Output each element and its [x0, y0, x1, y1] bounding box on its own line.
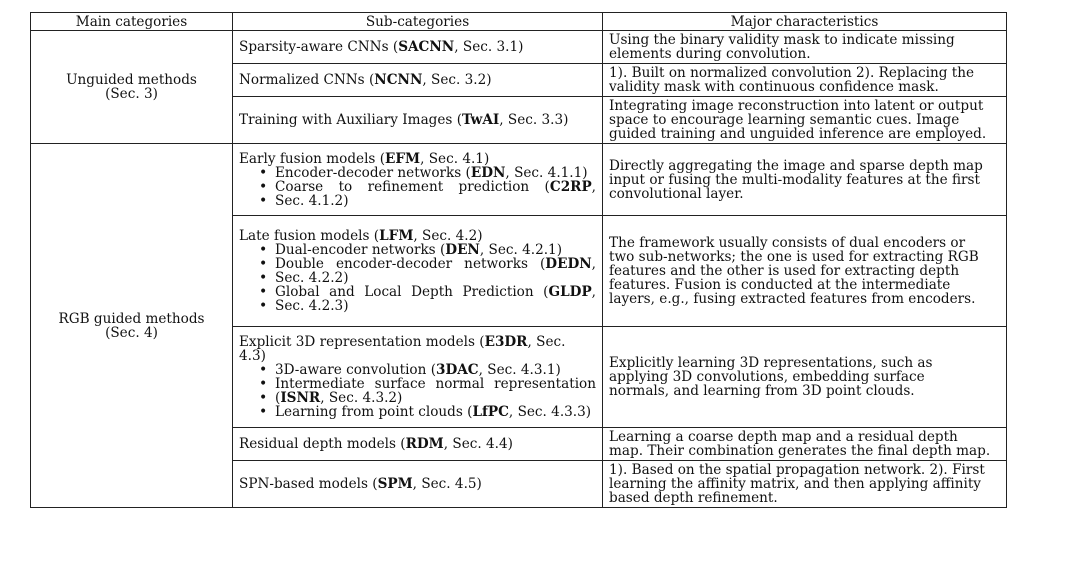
main-category-rgb-guided: [31, 144, 233, 508]
sub-category-ncnn: [233, 64, 603, 97]
characteristics-efm: [603, 144, 1007, 216]
item-section: , Sec. 4.3.2): [320, 390, 403, 406]
characteristics-spm: [603, 461, 1007, 508]
header-row: [31, 13, 1007, 31]
categories-table: [30, 12, 1007, 508]
list-item: [253, 180, 596, 194]
list-item-continued: [253, 299, 596, 313]
ncnn-abbr: NCNN: [374, 72, 423, 88]
list-item: [253, 285, 596, 299]
table-row-sacnn: [31, 31, 1007, 64]
sub-category-lfm: [233, 216, 603, 327]
item-text: Double encoder-decoder networks (: [275, 256, 546, 272]
table-row-efm: [31, 144, 1007, 216]
item-continuation: (: [275, 390, 281, 406]
list-item: [253, 363, 596, 377]
list-item-continued: [253, 194, 596, 208]
characteristics-ncnn: [603, 64, 1007, 97]
item-abbr: LfPC: [472, 404, 509, 420]
item-text: Coarse to refinement prediction (: [275, 178, 550, 195]
sacnn-abbr: SACNN: [398, 39, 455, 55]
rdm-text: Residual depth models (: [239, 436, 406, 452]
char-line: Learning a coarse depth map and a residual depth: [609, 429, 958, 445]
char-line: normals, and learning from 3D point clouds.: [609, 383, 915, 399]
efm-list: [239, 166, 596, 208]
item-continuation: Sec. 4.2.3): [275, 298, 349, 314]
ncnn-text: Normalized CNNs (: [239, 72, 375, 88]
char-line: features and the other is used for extracting depth: [609, 263, 960, 279]
char-line: validity mask with continuous confidence mask.: [609, 79, 939, 95]
char-line: layers, e.g., fusing extracted features from encoders.: [609, 291, 976, 307]
item-abbr: GLDP: [548, 284, 592, 300]
item-text: Learning from point clouds (: [275, 404, 473, 420]
char-line: The framework usually consists of dual encoders or: [609, 235, 966, 251]
spm-section: , Sec. 4.5): [412, 476, 482, 492]
char-line: Explicitly learning 3D representations, such as: [609, 355, 933, 371]
efm-section: , Sec. 4.1): [420, 150, 490, 167]
e3dr-abbr: E3DR: [484, 334, 528, 350]
list-item: [253, 405, 596, 419]
char-line: elements during convolution.: [609, 46, 811, 62]
char-line: two sub-networks; the one is used for extracting RGB: [609, 249, 979, 265]
item-section: ,: [591, 284, 596, 300]
char-line: Integrating image reconstruction into latent or output: [609, 98, 984, 114]
efm-text: Early fusion models (: [239, 150, 386, 167]
ncnn-section: , Sec. 3.2): [422, 72, 492, 88]
twai-section: , Sec. 3.3): [499, 112, 569, 128]
twai-text: Training with Auxiliary Images (: [239, 112, 463, 128]
list-item: [253, 243, 596, 257]
main-category-unguided: [31, 31, 233, 144]
e3dr-list: [239, 363, 596, 419]
characteristics-rdm: [603, 428, 1007, 461]
list-item: [253, 377, 596, 391]
sub-category-spm: [233, 461, 603, 508]
item-text: 3D-aware convolution (: [275, 362, 436, 378]
e3dr-section: , Sec. 4.3): [239, 334, 566, 364]
char-line: based depth refinement.: [609, 490, 778, 506]
char-line: features. Fusion is conducted at the intermediate: [609, 277, 951, 293]
characteristics-twai: [603, 97, 1007, 144]
spm-abbr: SPM: [377, 476, 413, 492]
list-item: [253, 257, 596, 271]
rdm-section: , Sec. 4.4): [443, 436, 513, 452]
item-section: , Sec. 4.2.1): [479, 242, 563, 258]
item-text: Dual-encoder networks (: [275, 242, 446, 258]
char-line: Using the binary validity mask to indicate missing: [609, 32, 955, 48]
list-item-continued: [253, 271, 596, 285]
item-section: , Sec. 4.3.1): [478, 362, 561, 378]
unguided-section: (Sec. 3): [105, 86, 158, 102]
characteristics-lfm: [603, 216, 1007, 327]
item-section: , Sec. 4.3.3): [508, 404, 592, 420]
item-abbr: DEN: [445, 242, 480, 258]
item-abbr: C2RP: [549, 178, 592, 195]
e3dr-heading: [239, 335, 596, 363]
sub-category-efm: [233, 144, 603, 216]
item-continuation: Sec. 4.2.2): [275, 270, 349, 286]
sub-category-rdm: [233, 428, 603, 461]
char-line: map. Their combination generates the final depth map.: [609, 443, 991, 459]
item-abbr: EDN: [470, 164, 506, 181]
sub-category-twai: [233, 97, 603, 144]
e3dr-text: Explicit 3D representation models (: [239, 334, 485, 350]
item-text: Intermediate surface normal representation: [275, 376, 596, 392]
list-item-continued: [253, 391, 596, 405]
char-line: input or fusing the multi-modality features at the first: [609, 171, 980, 188]
characteristics-sacnn: [603, 31, 1007, 64]
rgb-section: (Sec. 4): [105, 324, 158, 341]
item-abbr: 3DAC: [436, 362, 479, 378]
list-item: [253, 166, 596, 180]
sacnn-text: Sparsity-aware CNNs (: [239, 39, 399, 55]
rdm-abbr: RDM: [405, 436, 444, 452]
item-text: Encoder-decoder networks (: [275, 164, 471, 181]
sub-category-e3dr: [233, 327, 603, 428]
unguided-title: Unguided methods: [66, 72, 197, 88]
item-section: , Sec. 4.1.1): [505, 164, 588, 181]
char-line: guided training and unguided inference are employed.: [609, 126, 987, 142]
header-sub-categories: Sub-categories: [233, 13, 603, 31]
item-text: Global and Local Depth Prediction (: [275, 284, 549, 300]
lfm-section: , Sec. 4.2): [413, 228, 483, 244]
lfm-abbr: LFM: [379, 228, 414, 244]
characteristics-e3dr: [603, 327, 1007, 428]
sub-category-sacnn: [233, 31, 603, 64]
lfm-list: [239, 243, 596, 313]
twai-abbr: TwAI: [462, 112, 500, 128]
char-line: applying 3D convolutions, embedding surface: [609, 369, 925, 385]
efm-heading: [239, 152, 596, 166]
item-abbr: DEDN: [545, 256, 592, 272]
header-main-categories: Main categories: [31, 13, 233, 31]
rgb-title: RGB guided methods: [58, 310, 205, 327]
char-line: 1). Built on normalized convolution 2). Replacing the: [609, 65, 975, 81]
char-line: space to encourage learning semantic cues. Image: [609, 112, 960, 128]
item-section: ,: [591, 178, 596, 195]
item-section: ,: [591, 256, 596, 272]
sacnn-section: , Sec. 3.1): [454, 39, 524, 55]
item-abbr: ISNR: [280, 390, 321, 406]
char-line: Directly aggregating the image and sparse depth map: [609, 157, 983, 174]
char-line: convolutional layer.: [609, 185, 744, 202]
lfm-text: Late fusion models (: [239, 228, 380, 244]
efm-abbr: EFM: [385, 150, 421, 167]
char-line: 1). Based on the spatial propagation network. 2). First: [609, 462, 985, 478]
header-major-characteristics: Major characteristics: [603, 13, 1007, 31]
item-continuation: Sec. 4.1.2): [275, 192, 349, 209]
lfm-heading: [239, 229, 596, 243]
char-line: learning the affinity matrix, and then applying affinity: [609, 476, 981, 492]
spm-text: SPN-based models (: [239, 476, 378, 492]
